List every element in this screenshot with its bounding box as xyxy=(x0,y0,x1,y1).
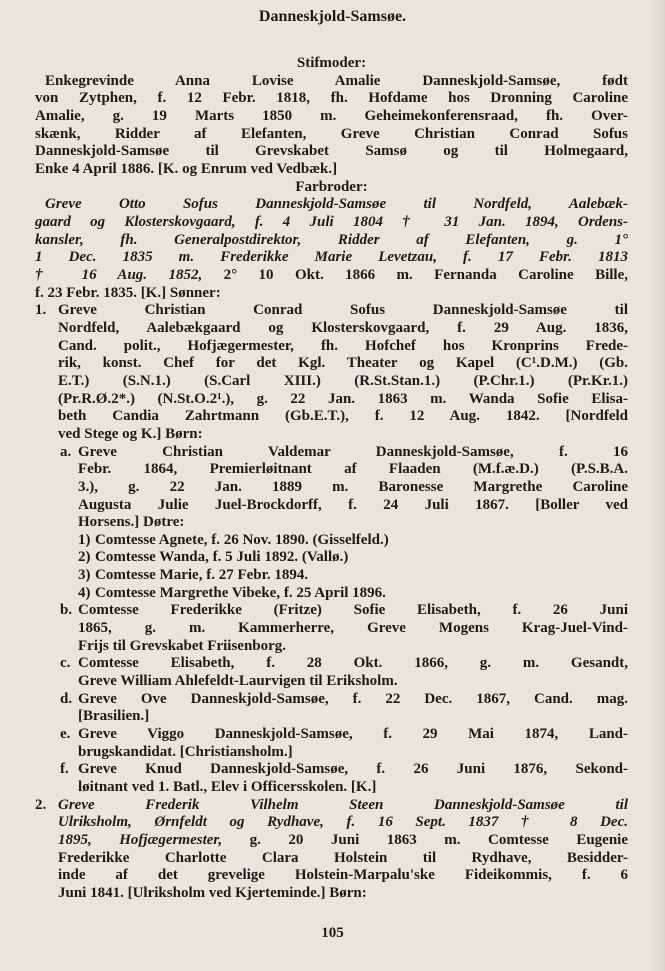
text-line xyxy=(95,548,628,566)
entry-number: e. xyxy=(60,726,71,743)
text-line xyxy=(78,478,628,496)
text-line xyxy=(35,213,628,231)
text-line xyxy=(58,372,628,390)
line-text: Farbroder: xyxy=(295,178,368,195)
text-line xyxy=(58,337,628,355)
text-line xyxy=(58,796,628,814)
text-line xyxy=(35,160,628,178)
text-line xyxy=(58,319,628,337)
entry-number: 2) xyxy=(78,549,91,566)
page-edge-shadow xyxy=(651,0,665,971)
line-text: Febr. 1864, Premierløitnant af Flaaden (M.f.æ.D.) (P.S.B.A. xyxy=(78,461,628,478)
line-text: Greve Ove Danneskjold-Samsøe, f. 22 Dec. 1867, Cand. mag. xyxy=(78,690,628,707)
text-line xyxy=(78,601,628,619)
line-text: løitnant ved 1. Batl., Elev i Officersskolen. [K.] xyxy=(78,779,377,796)
line-text: rik, konst. Chef for det Kgl. Theater og Kapel (C¹.D.M.) (Gb. xyxy=(58,355,628,372)
text-line xyxy=(35,107,628,125)
line-text: Greve William Ahlefeldt-Laurvigen til Eriksholm. xyxy=(78,673,398,690)
entry-number: 2. xyxy=(35,796,47,813)
text-line xyxy=(78,707,628,725)
text-line xyxy=(58,390,628,408)
line-text: Comtesse Agnete, f. 26 Nov. 1890. (Gisselfeld.) xyxy=(95,531,389,548)
text-line xyxy=(35,231,628,249)
entry-number: b. xyxy=(60,602,73,619)
section-heading xyxy=(35,54,628,72)
line-text: Greve Christian Conrad Sofus Danneskjold-Samsøe til xyxy=(58,302,628,319)
text-line xyxy=(58,813,628,831)
entry-number: 1. xyxy=(35,302,47,319)
page-title: Danneskjold-Samsøe. xyxy=(258,8,407,25)
line-text: Enkegrevinde Anna Lovise Amalie Danneskjold-Samsøe, født xyxy=(45,72,628,89)
italic-text: Greve Frederik Vilhelm Steen Danneskjold-Samsøe til xyxy=(58,796,628,813)
line-text: Juni 1841. [Ulriksholm ved Kjerteminde.] Børn: xyxy=(58,885,367,902)
line-text: g. 20 Juni 1863 m. Comtesse Eugenie xyxy=(222,832,628,849)
line-text: Comtesse Wanda, f. 5 Juli 1892. (Vallø.) xyxy=(95,549,349,566)
entry-number: 1) xyxy=(78,531,91,548)
line-text: Greve Knud Danneskjold-Samsøe, f. 26 Juni 1876, Sekond- xyxy=(78,761,628,778)
line-text: ved Stege og K.] Børn: xyxy=(58,425,203,442)
line-text: 1865, g. m. Kammerherre, Greve Mogens Krag-Juel-Vind- xyxy=(78,620,628,637)
text-line xyxy=(78,760,628,778)
line-text: beth Candia Zahrtmann (Gb.E.T.), f. 12 Aug. 1842. [Nordfeld xyxy=(58,408,628,425)
text-line xyxy=(78,637,628,655)
text-line xyxy=(58,849,628,867)
text-line xyxy=(78,690,628,708)
text-line xyxy=(78,460,628,478)
line-text: Danneskjold-Samsøe til Grevskabet Samsø og til Holmegaard, xyxy=(35,143,628,160)
line-text: (Pr.R.Ø.2*.) (N.St.O.2¹.), g. 22 Jan. 1863 m. Wanda Sofie Elisa- xyxy=(58,390,628,407)
line-text: E.T.) (S.N.1.) (S.Carl XIII.) (R.St.Stan.1.) (P.Chr.1.) (Pr.Kr.1.) xyxy=(58,372,628,389)
line-text: Greve Christian Valdemar Danneskjold-Samsøe, f. 16 xyxy=(78,443,628,460)
text-line xyxy=(78,619,628,637)
line-text: inde af det grevelige Holstein-Marpalu'ske Fideikommis, f. 6 xyxy=(58,867,628,884)
italic-text: † 16 Aug. 1852, xyxy=(35,266,203,283)
line-text: Nordfeld, Aalebækgaard og Klosterskovgaard, f. 29 Aug. 1836, xyxy=(58,319,628,336)
text-line xyxy=(35,266,628,284)
line-text: 3.), g. 22 Jan. 1889 m. Baronesse Margrethe Caroline xyxy=(78,478,628,495)
text-line xyxy=(58,407,628,425)
entry-number: f. xyxy=(60,761,69,778)
text-line xyxy=(95,566,628,584)
entry-number: 4) xyxy=(78,584,91,601)
text-line xyxy=(45,195,628,213)
italic-text: kansler, fh. Generalpostdirektor, Ridder af Elefanten, g. 1° xyxy=(35,231,628,248)
line-text: Frederikke Charlotte Clara Holstein til Rydhave, Besidder- xyxy=(58,849,628,866)
line-text: Stifmoder: xyxy=(296,55,367,71)
line-text: Cand. polit., Hofjægermester, fh. Hofchef hos Kronprins Frede- xyxy=(58,337,628,354)
text-line xyxy=(78,725,628,743)
page-number: 105 xyxy=(321,925,344,941)
text-line xyxy=(58,301,628,319)
section-heading xyxy=(35,178,628,196)
text-line xyxy=(78,513,628,531)
entry-number: d. xyxy=(60,690,73,707)
text-line xyxy=(58,884,628,902)
text-line xyxy=(45,72,628,90)
text-line xyxy=(58,354,628,372)
entry-number: 3) xyxy=(78,567,91,584)
line-text: f. 23 Febr. 1835. [K.] Sønner: xyxy=(35,284,221,301)
text-line xyxy=(58,831,628,849)
line-text: Frijs til Grevskabet Friisenborg. xyxy=(78,637,287,654)
text-line xyxy=(78,743,628,761)
entry-number: c. xyxy=(60,655,71,672)
text-line xyxy=(78,496,628,514)
italic-text: Ulriksholm, Ørnfeldt og Rydhave, f. 16 Sept. 1837 † 8 Dec. xyxy=(58,814,628,831)
text-line xyxy=(35,125,628,143)
line-text: 2° 10 Okt. 1866 m. Fernanda Caroline Bille, xyxy=(202,266,628,283)
text-line xyxy=(78,443,628,461)
line-text: skænk, Ridder af Elefanten, Greve Christian Conrad Sofus xyxy=(35,125,628,142)
line-text: Enke 4 April 1886. [K. og Enrum ved Vedbæk.] xyxy=(35,160,338,177)
text-line xyxy=(58,866,628,884)
italic-text: 1 Dec. 1835 m. Frederikke Marie Levetzau, f. 17 Febr. 1813 xyxy=(35,249,628,266)
line-text: Comtesse Elisabeth, f. 28 Okt. 1866, g. m. Gesandt, xyxy=(78,655,628,672)
text-line xyxy=(35,248,628,266)
text-line xyxy=(35,284,628,302)
text-line xyxy=(35,142,628,160)
text-line xyxy=(95,584,628,602)
text-line xyxy=(95,531,628,549)
line-text: Comtesse Frederikke (Fritze) Sofie Elisabeth, f. 26 Juni xyxy=(78,602,628,619)
line-text: Amalie, g. 19 Marts 1850 m. Geheimekonferensraad, fh. Over- xyxy=(35,107,628,124)
italic-text: gaard og Klosterskovgaard, f. 4 Juli 1804 † 31 Jan. 1894, Ordens- xyxy=(35,213,628,230)
text-line xyxy=(35,89,628,107)
line-text: brugskandidat. [Christiansholm.] xyxy=(78,743,293,760)
line-text: [Brasilien.] xyxy=(78,708,150,725)
line-text: von Zytphen, f. 12 Febr. 1818, fh. Hofdame hos Dronning Caroline xyxy=(35,90,628,107)
line-text: Comtesse Marie, f. 27 Febr. 1894. xyxy=(95,567,309,584)
text-line xyxy=(78,672,628,690)
text-line xyxy=(78,654,628,672)
text-line xyxy=(58,425,628,443)
line-text: Greve Viggo Danneskjold-Samsøe, f. 29 Mai 1874, Land- xyxy=(78,726,628,743)
italic-text: Greve Otto Sofus Danneskjold-Samsøe til Nordfeld, Aalebæk- xyxy=(45,196,628,213)
entry-number: a. xyxy=(60,443,72,460)
line-text: Horsens.] Døtre: xyxy=(78,514,185,531)
line-text: Augusta Julie Juel-Brockdorff, f. 24 Juli 1867. [Boller ved xyxy=(78,496,628,513)
italic-text: 1895, Hofjægermester, xyxy=(58,832,223,849)
text-line xyxy=(78,778,628,796)
line-text: Comtesse Margrethe Vibeke, f. 25 April 1896. xyxy=(95,584,386,601)
